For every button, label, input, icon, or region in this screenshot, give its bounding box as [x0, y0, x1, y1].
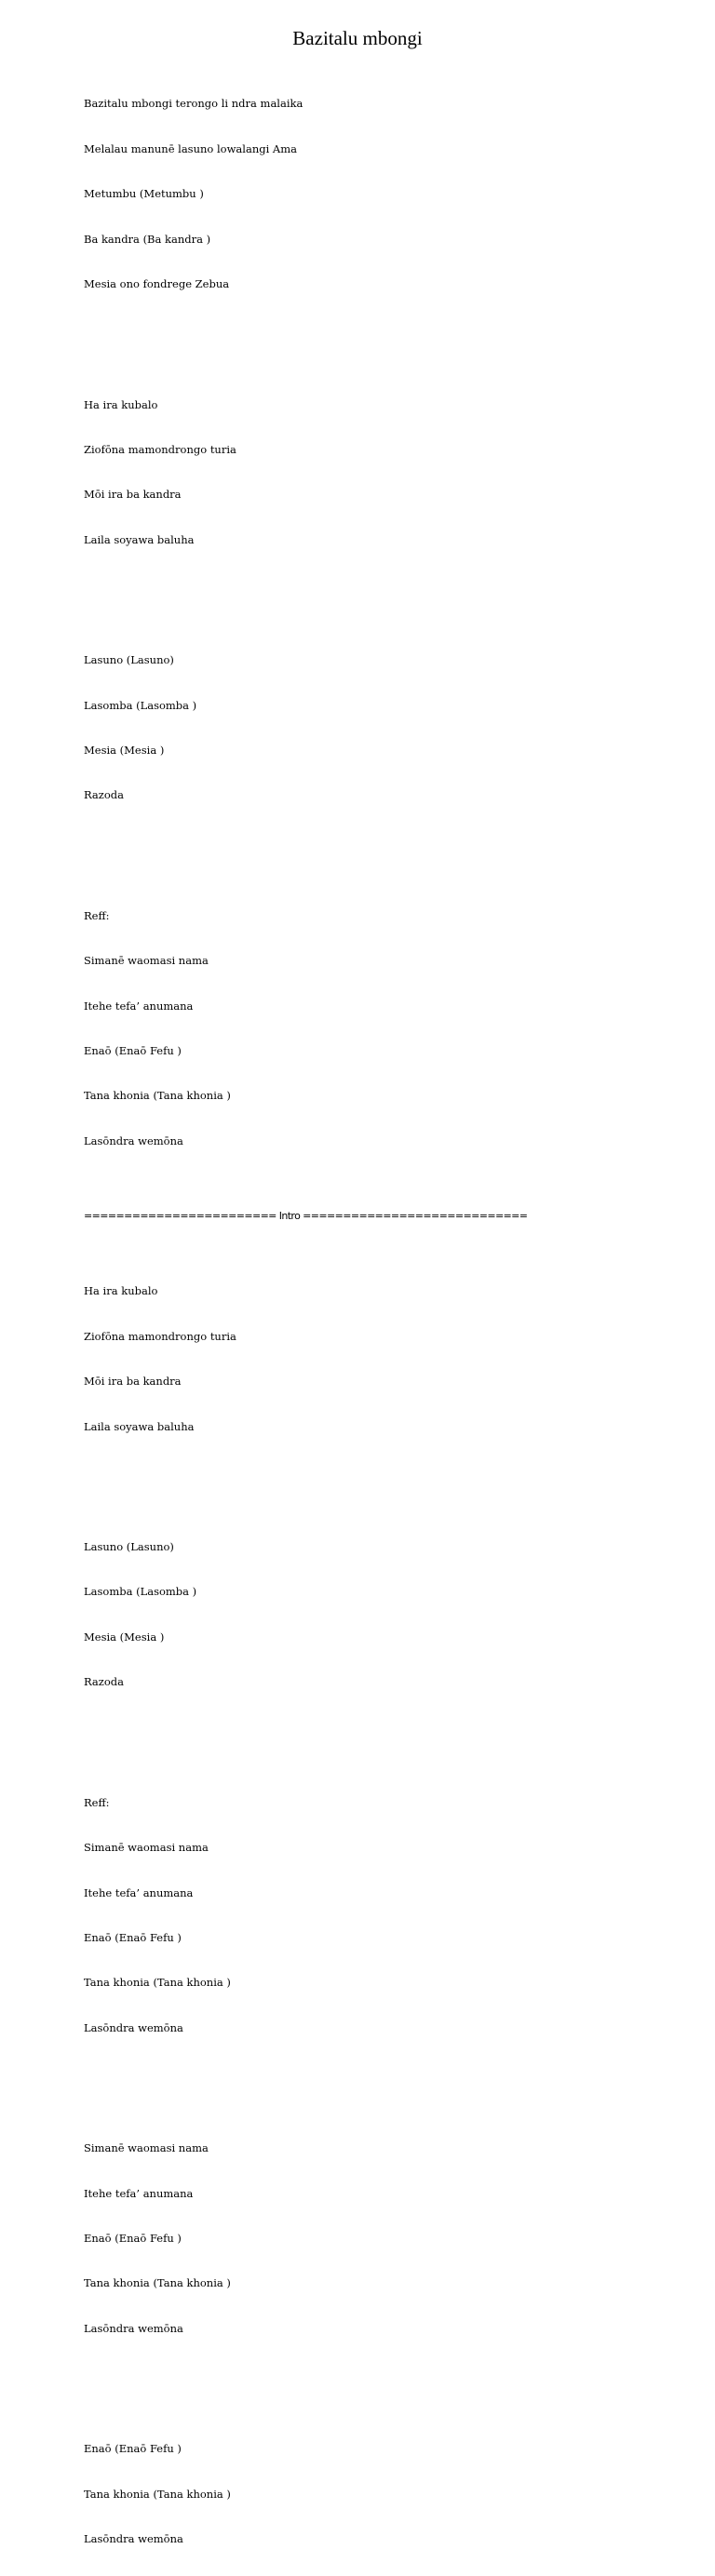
lyric-line: Lasōndra wemōna: [84, 1134, 183, 1147]
lyric-line: Laila soyawa baluha: [84, 1419, 195, 1433]
lyrics-body: [84, 51, 680, 2576]
lyric-line: Mōi ira ba kandra: [84, 488, 182, 502]
lyric-line: Tana khonia (Tana khonia ): [84, 2487, 231, 2501]
lyric-line: Mōi ira ba kandra: [84, 1375, 182, 1389]
lyric-line: Ha ira kubalo: [84, 397, 158, 411]
blank-line: [84, 833, 680, 848]
lyric-line: Tana khonia (Tana khonia ): [84, 1976, 231, 1990]
lyric-line: Itehe tefa’ anumana: [84, 999, 194, 1013]
lyric-line: Itehe tefa’ anumana: [84, 1885, 194, 1899]
lyric-line: Enaō (Enaō Fefu ): [84, 1044, 182, 1058]
blank-line: [84, 1720, 680, 1735]
lyric-line: Lasōndra wemōna: [84, 2321, 183, 2335]
lyric-line: Razoda: [84, 788, 124, 802]
lyric-line: Tana khonia (Tana khonia ): [84, 1089, 231, 1103]
lyric-line: Enaō (Enaō Fefu ): [84, 1930, 182, 1944]
blank-line: [84, 322, 680, 337]
lyric-line: Ziofōna mamondrongo turia: [84, 442, 236, 456]
blank-line: [84, 577, 680, 592]
lyric-line: Mesia ono fondrege Zebua: [84, 277, 230, 291]
lyric-line: Laila soyawa baluha: [84, 532, 195, 546]
intro-divider: ======================== Intro ============================: [84, 1209, 528, 1222]
lyric-line: Lasōndra wemōna: [84, 2020, 183, 2034]
lyric-line: Metumbu (Metumbu ): [84, 187, 204, 201]
lyric-line: Simanē waomasi nama: [84, 2141, 209, 2155]
lyric-line: Ha ira kubalo: [84, 1284, 158, 1298]
lyric-line: Tana khonia (Tana khonia ): [84, 2276, 231, 2290]
lyric-line: Simanē waomasi nama: [84, 954, 209, 968]
lyric-line: Melalau manunē lasuno lowalangi Ama: [84, 141, 297, 155]
lyric-line: Mesia (Mesia ): [84, 743, 165, 757]
reff-label: Reff:: [84, 908, 110, 922]
lyric-line: Ba kandra (Ba kandra ): [84, 232, 211, 246]
lyric-line: Lasōndra wemōna: [84, 2532, 183, 2546]
lyric-line: Lasuno (Lasuno): [84, 653, 174, 667]
lyric-line: Mesia (Mesia ): [84, 1630, 165, 1644]
lyric-line: Simanē waomasi nama: [84, 1841, 209, 1855]
blank-line: [84, 1464, 680, 1479]
lyric-line: Bazitalu mbongi terongo li ndra malaika: [84, 97, 304, 111]
reff-label: Reff:: [84, 1795, 110, 1809]
lyric-line: Enaō (Enaō Fefu ): [84, 2442, 182, 2456]
lyric-line: Lasuno (Lasuno): [84, 1540, 174, 1554]
lyric-line: Lasomba (Lasomba ): [84, 698, 197, 712]
blank-line: [84, 2065, 680, 2080]
lyric-line: Itehe tefa’ anumana: [84, 2186, 194, 2200]
lyric-line: Ziofōna mamondrongo turia: [84, 1329, 236, 1343]
lyric-line: Enaō (Enaō Fefu ): [84, 2232, 182, 2245]
blank-line: [84, 2366, 680, 2381]
lyric-line: Razoda: [84, 1675, 124, 1689]
lyric-line: Lasomba (Lasomba ): [84, 1585, 197, 1599]
page-title: Bazitalu mbongi: [292, 27, 423, 49]
